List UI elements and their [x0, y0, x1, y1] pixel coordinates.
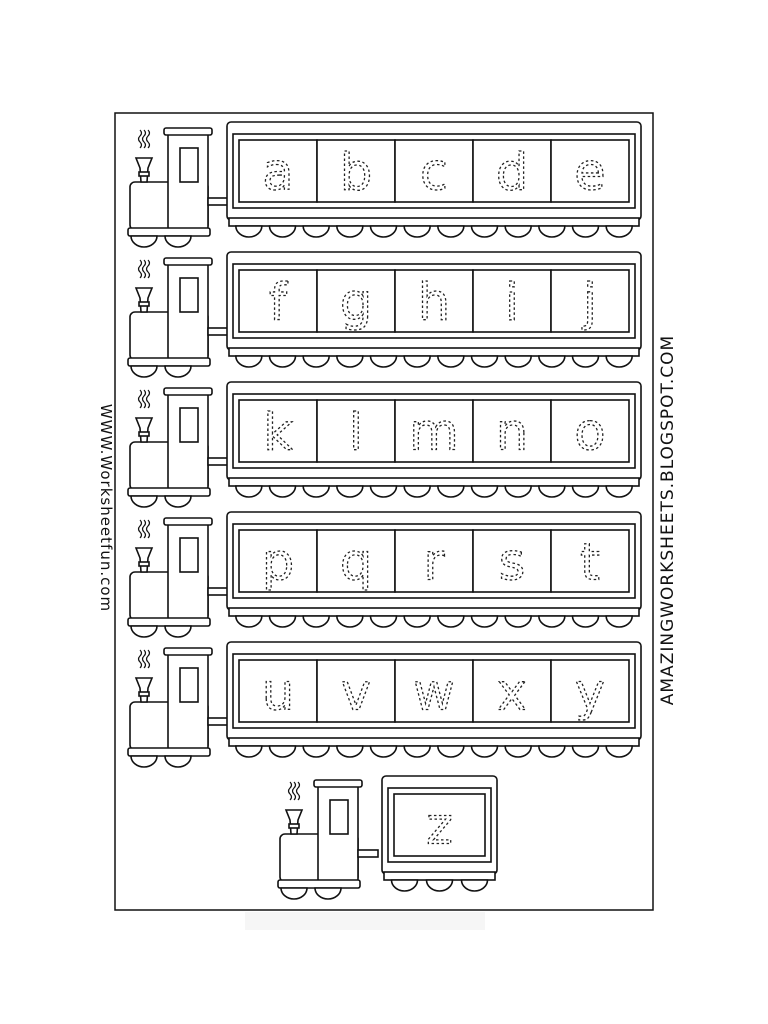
- wagon-wheel: [337, 616, 363, 627]
- wagon-wheel: [438, 486, 464, 497]
- steam-puff: [147, 650, 150, 668]
- wagon-wheel: [573, 486, 599, 497]
- wagon-wheel: [270, 226, 296, 237]
- wagon-wheel: [337, 226, 363, 237]
- engine-chimney: [136, 678, 152, 702]
- trace-letter-x: x: [496, 663, 528, 723]
- steam-puff: [147, 130, 150, 148]
- wagon-wheel: [270, 486, 296, 497]
- wagon-wheel: [539, 746, 565, 757]
- wagon-chassis: [229, 478, 639, 486]
- engine-wheel: [165, 496, 191, 507]
- wagon-wheel: [472, 486, 498, 497]
- engine-chimney: [136, 158, 152, 182]
- chimney-band: [289, 824, 299, 828]
- wagon-wheel: [303, 616, 329, 627]
- wagon-chassis: [229, 608, 639, 616]
- engine-wheel: [131, 236, 157, 247]
- engine-wheel: [131, 626, 157, 637]
- trace-letter-m: m: [409, 403, 459, 463]
- trace-letter-e: e: [574, 143, 606, 203]
- engine-wheel: [131, 496, 157, 507]
- wagon-wheel: [371, 486, 397, 497]
- trace-letter-p: p: [261, 533, 295, 593]
- engine-roof: [164, 518, 212, 525]
- engine-wheel: [131, 366, 157, 377]
- wagon-wheel: [392, 880, 418, 891]
- coupler: [208, 458, 228, 465]
- wagon-wheel: [539, 616, 565, 627]
- engine-wheel: [165, 236, 191, 247]
- chimney-band: [139, 562, 149, 566]
- steam-puff: [143, 650, 146, 668]
- trace-letter-i: i: [504, 273, 520, 333]
- wagon-wheel: [606, 746, 632, 757]
- trace-letter-n: n: [495, 403, 529, 463]
- wagon-wheel: [404, 486, 430, 497]
- wagon-wheel: [404, 616, 430, 627]
- engine-window: [180, 408, 198, 442]
- wagon-wheel: [404, 226, 430, 237]
- steam-puff: [147, 260, 150, 278]
- steam-puff: [139, 130, 142, 148]
- wagon-wheel: [270, 616, 296, 627]
- wagon-wheel: [427, 880, 453, 891]
- wagon-wheel: [505, 746, 531, 757]
- engine-roof: [164, 388, 212, 395]
- trace-letter-c: c: [419, 143, 449, 203]
- wagon-wheel: [438, 356, 464, 367]
- steam-puff: [139, 390, 142, 408]
- chimney-band: [139, 302, 149, 306]
- wagon-wheel: [505, 226, 531, 237]
- trace-letter-k: k: [263, 403, 293, 463]
- engine-roof: [164, 648, 212, 655]
- wagon-wheel: [606, 226, 632, 237]
- steam-puff: [143, 260, 146, 278]
- wagon-wheel: [505, 616, 531, 627]
- engine-chassis: [128, 748, 210, 756]
- trace-letter-t: t: [580, 533, 600, 593]
- chimney-band: [139, 172, 149, 176]
- engine-roof: [164, 128, 212, 135]
- trace-letter-z: z: [426, 797, 453, 857]
- wagon-wheel: [404, 356, 430, 367]
- left-credit-text: WWW.Worksheetfun.com: [97, 403, 115, 613]
- coupler: [358, 850, 378, 857]
- engine-wheel: [165, 366, 191, 377]
- engine-roof: [164, 258, 212, 265]
- trace-letter-d: d: [495, 143, 529, 203]
- steam-puff: [147, 390, 150, 408]
- engine-chassis: [278, 880, 360, 888]
- wagon-wheel: [573, 356, 599, 367]
- steam-puff: [143, 130, 146, 148]
- coupler: [208, 198, 228, 205]
- wagon-wheel: [606, 616, 632, 627]
- trace-letter-o: o: [574, 403, 606, 463]
- wagon-wheel: [270, 746, 296, 757]
- wagon-wheel: [472, 616, 498, 627]
- wagon-wheel: [303, 226, 329, 237]
- trace-letter-j: j: [582, 273, 598, 333]
- wagon-wheel: [236, 486, 262, 497]
- engine-chassis: [128, 618, 210, 626]
- wagon-wheel: [505, 486, 531, 497]
- wagon-wheel: [539, 486, 565, 497]
- trace-letter-a: a: [262, 143, 294, 203]
- wagon-wheel: [472, 226, 498, 237]
- trace-letter-b: b: [339, 143, 373, 203]
- steam-puff: [139, 520, 142, 538]
- engine-wheel: [165, 626, 191, 637]
- trains-group: [128, 122, 641, 899]
- trace-letter-y: y: [574, 663, 606, 723]
- wagon-wheel: [573, 746, 599, 757]
- engine-chassis: [128, 228, 210, 236]
- wagon-wheel: [337, 356, 363, 367]
- wagon-wheel: [236, 616, 262, 627]
- steam-puff: [293, 782, 296, 800]
- right-credit-text: AMAZINGWORKSHEETS.BLOGSPOT.COM: [658, 334, 678, 706]
- wagon-wheel: [303, 746, 329, 757]
- wagon-wheel: [472, 746, 498, 757]
- trace-letter-s: s: [498, 533, 526, 593]
- wagon-wheel: [303, 486, 329, 497]
- engine-window: [180, 668, 198, 702]
- engine-window: [180, 148, 198, 182]
- wagon-wheel: [606, 486, 632, 497]
- engine-wheel: [315, 888, 341, 899]
- engine-chimney: [136, 288, 152, 312]
- trace-letter-w: w: [413, 663, 455, 723]
- chimney-band: [139, 432, 149, 436]
- trace-letter-r: r: [423, 533, 445, 593]
- coupler: [208, 328, 228, 335]
- train-row-4: [128, 512, 641, 637]
- engine-chassis: [128, 488, 210, 496]
- wagon-wheel: [371, 226, 397, 237]
- steam-puff: [297, 782, 300, 800]
- steam-puff: [147, 520, 150, 538]
- wagon-wheel: [573, 616, 599, 627]
- wagon-chassis: [229, 218, 639, 226]
- chimney-band: [139, 692, 149, 696]
- train-row-3: [128, 382, 641, 507]
- engine-roof: [314, 780, 362, 787]
- wagon-chassis: [384, 872, 495, 880]
- train-row-2: [128, 252, 641, 377]
- engine-wheel: [281, 888, 307, 899]
- engine-window: [180, 278, 198, 312]
- engine-chassis: [128, 358, 210, 366]
- wagon-wheel: [371, 616, 397, 627]
- engine-wheel: [131, 756, 157, 767]
- engine-window: [330, 800, 348, 834]
- wagon-wheel: [236, 226, 262, 237]
- engine-wheel: [165, 756, 191, 767]
- train-row-6: [278, 776, 497, 899]
- wagon-wheel: [438, 616, 464, 627]
- coupler: [208, 588, 228, 595]
- engine-chimney: [136, 548, 152, 572]
- wagon-wheel: [337, 746, 363, 757]
- wagon-wheel: [438, 746, 464, 757]
- train-row-5: [128, 642, 641, 767]
- wagon-wheel: [606, 356, 632, 367]
- trace-letter-h: h: [417, 273, 451, 333]
- steam-puff: [139, 650, 142, 668]
- wagon-wheel: [573, 226, 599, 237]
- trace-letter-u: u: [261, 663, 295, 723]
- wagon-wheel: [505, 356, 531, 367]
- wagon-wheel: [371, 746, 397, 757]
- trace-letter-q: q: [339, 533, 373, 593]
- steam-puff: [143, 520, 146, 538]
- wagon-wheel: [337, 486, 363, 497]
- wagon-wheel: [404, 746, 430, 757]
- wagon-wheel: [438, 226, 464, 237]
- wagon-chassis: [229, 348, 639, 356]
- wagon-wheel: [236, 356, 262, 367]
- engine-chimney: [136, 418, 152, 442]
- trace-letter-l: l: [348, 403, 364, 463]
- wagon-wheel: [539, 356, 565, 367]
- wagon-wheel: [472, 356, 498, 367]
- train-row-1: [128, 122, 641, 247]
- trace-letter-f: f: [269, 273, 287, 333]
- wagon-wheel: [303, 356, 329, 367]
- engine-chimney: [286, 810, 302, 834]
- wagon-chassis: [229, 738, 639, 746]
- wagon-wheel: [371, 356, 397, 367]
- trace-letter-v: v: [340, 663, 372, 723]
- wagon-wheel: [539, 226, 565, 237]
- steam-puff: [139, 260, 142, 278]
- coupler: [208, 718, 228, 725]
- wagon-wheel: [462, 880, 488, 891]
- bottom-smudge: [245, 912, 485, 930]
- steam-puff: [289, 782, 292, 800]
- wagon-wheel: [270, 356, 296, 367]
- wagon-wheel: [236, 746, 262, 757]
- steam-puff: [143, 390, 146, 408]
- trace-letter-g: g: [339, 273, 373, 333]
- engine-window: [180, 538, 198, 572]
